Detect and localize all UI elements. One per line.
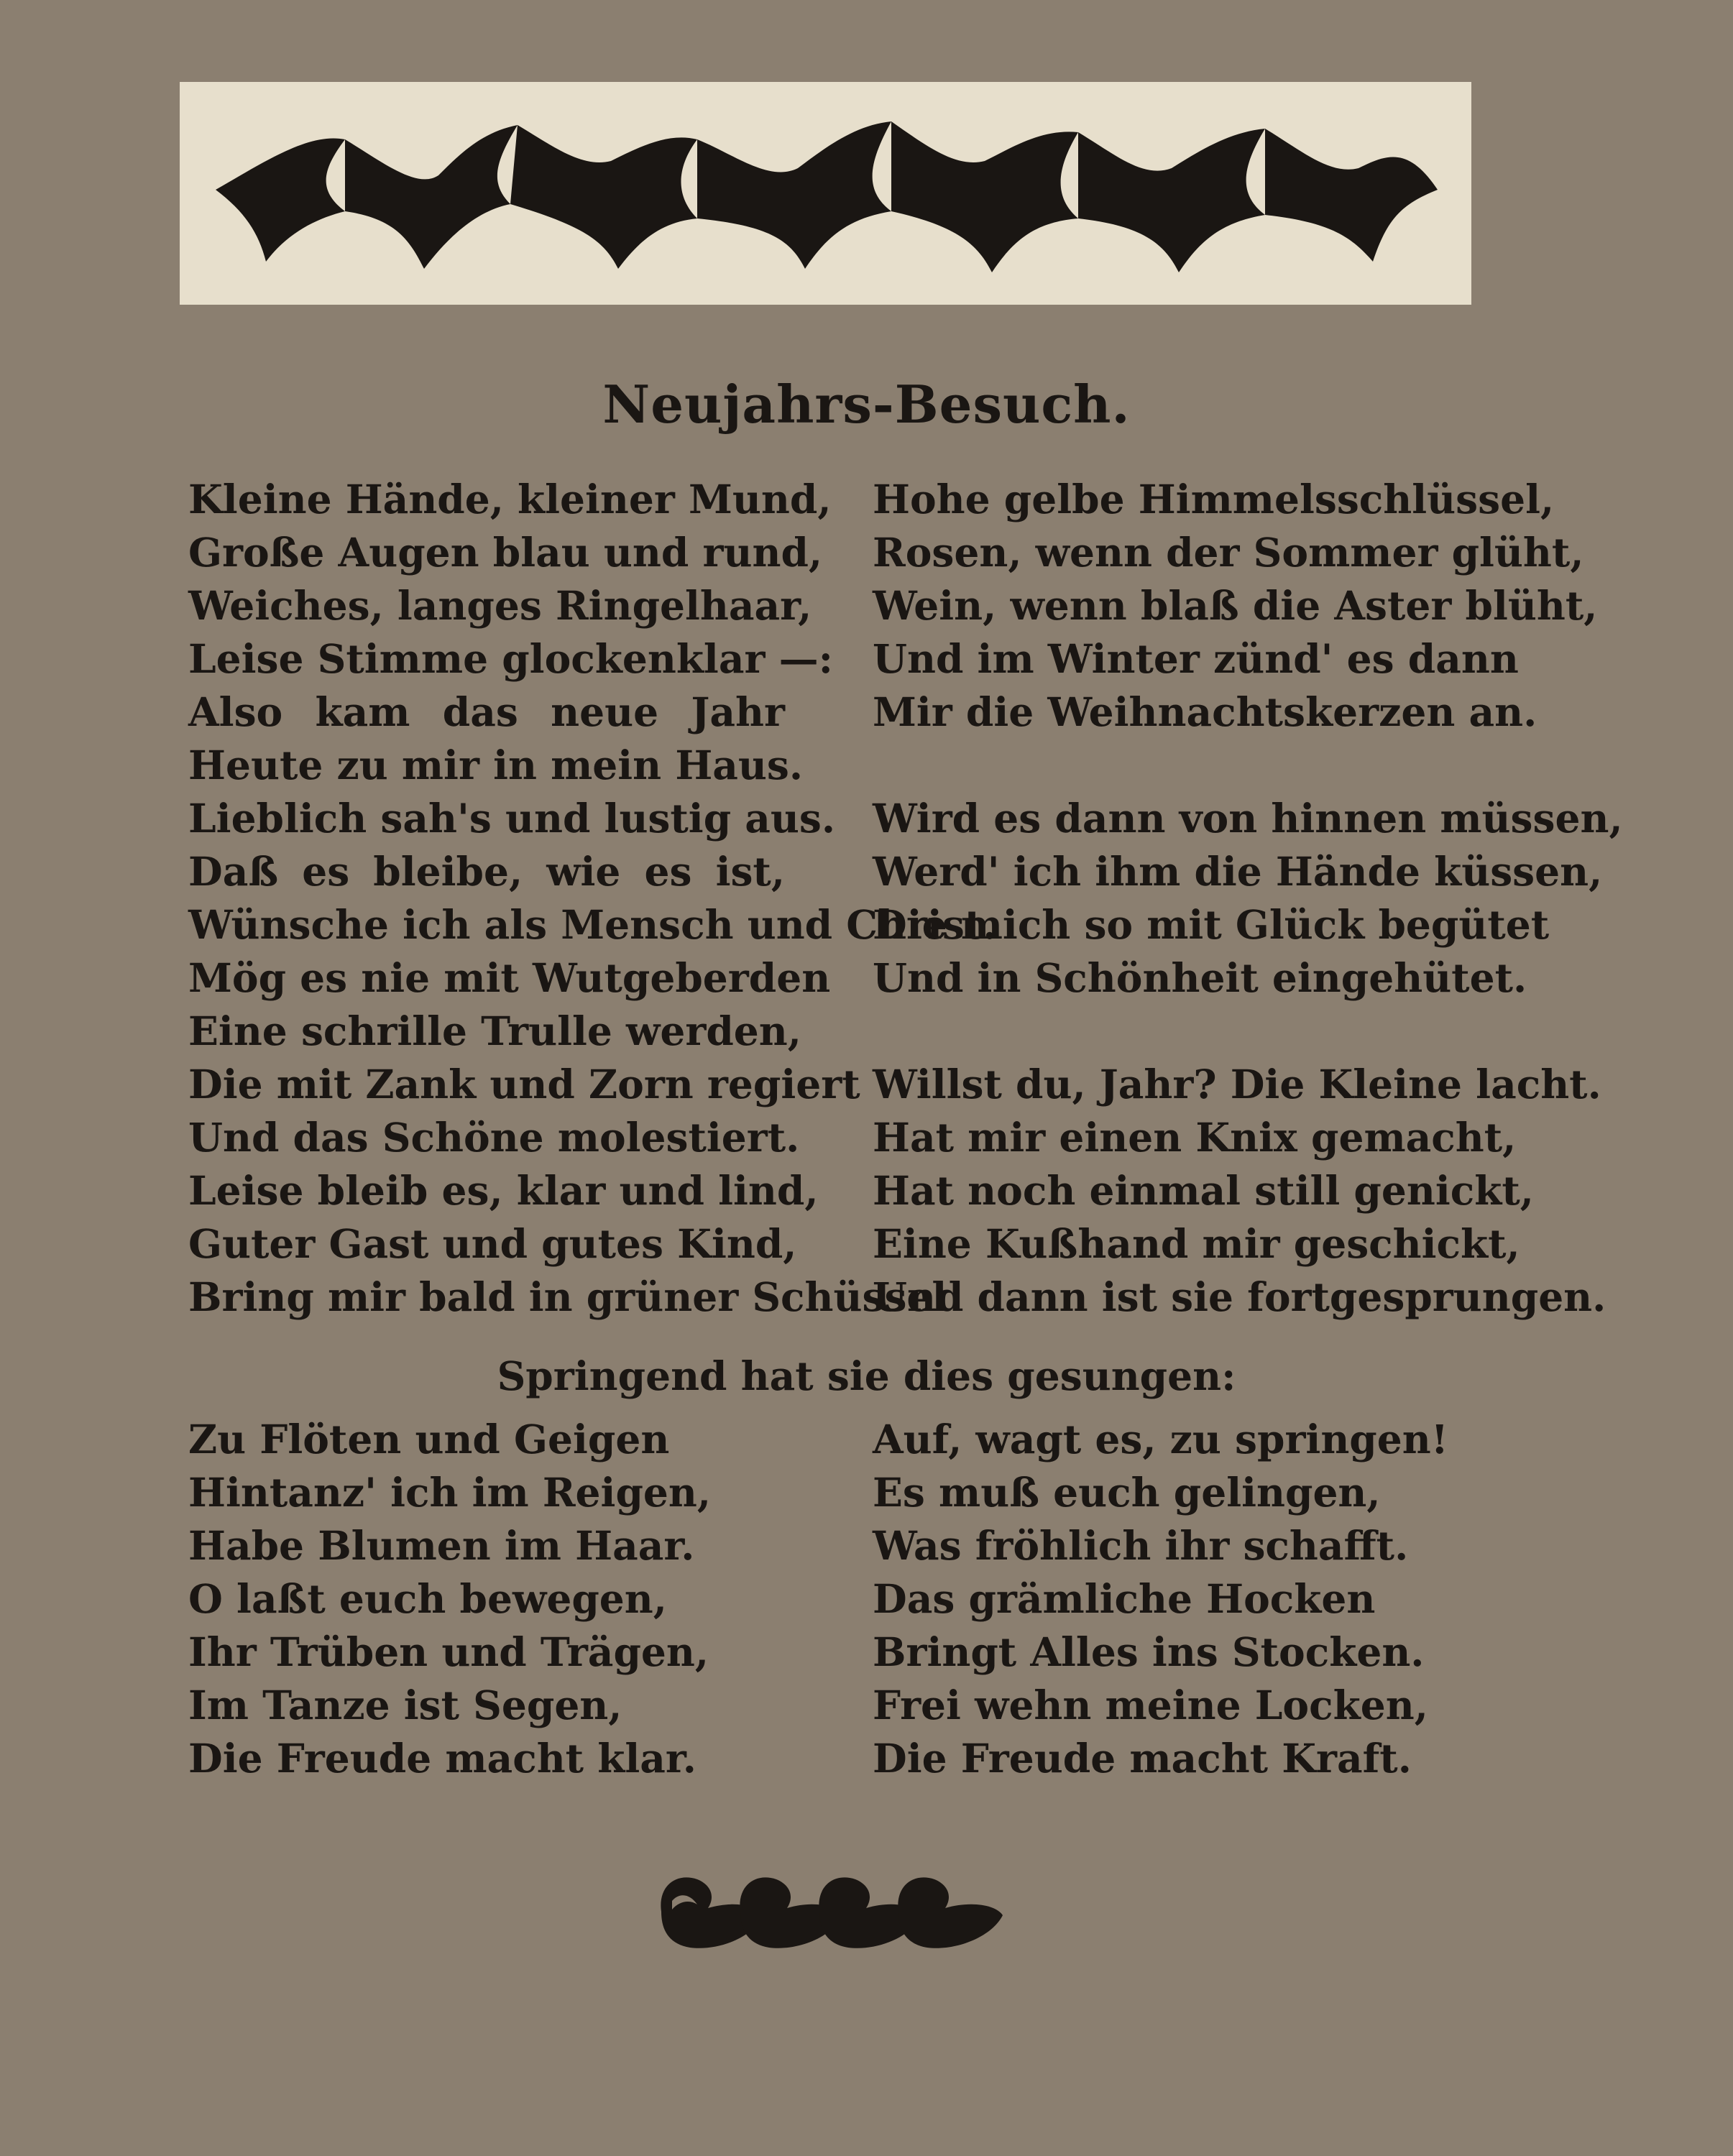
verse-line: Rosen, wenn der Sommer glüht, [873,529,1584,576]
verse-line: Und im Winter zünd' es dann [873,635,1519,682]
verse-line: Die mit Zank und Zorn regiert [188,1061,860,1107]
stanza-left [188,473,997,1324]
verse-line: Bring mir bald in grüner Schüssel [188,1273,947,1320]
verse-line: Weiches, langes Ringelhaar, [188,582,812,629]
flying-swallows-icon [180,82,1471,305]
verse-line: Daß es bleibe, wie es ist, [188,848,785,895]
verse-line: Willst du, Jahr? Die Kleine lacht. [873,1061,1601,1107]
verse-line: Lieblich sah's und lustig aus. [188,795,836,842]
verse-line: Und dann ist sie fortgesprungen. [873,1273,1606,1320]
song-line: Es muß euch gelingen, [873,1469,1381,1516]
stanza-gap [873,739,1466,792]
verse-line: Leise bleib es, klar und lind, [188,1167,819,1214]
song-line: Die Freude macht Kraft. [873,1735,1412,1782]
verse-line: Und das Schöne molestiert. [188,1114,800,1161]
verse-line: Eine Kußhand mir geschickt, [873,1220,1520,1267]
song-line: Zu Flöten und Geigen [188,1416,670,1462]
swans-vignette [647,1843,1006,1966]
song-left [188,1413,785,1785]
verse-line: Mög es nie mit Wutgeberden [188,954,831,1001]
song-line: Die Freude macht klar. [188,1735,697,1782]
song-line: Habe Blumen im Haar. [188,1522,695,1569]
song-line: Ihr Trüben und Trägen, [188,1628,709,1675]
verse-line: Also kam das neue Jahr [188,688,785,735]
swans-icon [647,1843,1006,1966]
song-line: Was fröhlich ihr schafft. [873,1522,1409,1569]
verse-line: Hat mir einen Knix gemacht, [873,1114,1517,1161]
verse-line: Wein, wenn blaß die Aster blüht, [873,582,1598,629]
verse-line: Werd' ich ihm die Hände küssen, [873,848,1603,895]
refrain-intro: Springend hat sie dies gesungen: [497,1353,1236,1399]
stanza-right [873,473,1623,1324]
verse-line: Die mich so mit Glück begütet [873,901,1550,948]
song-line: Hintanz' ich im Reigen, [188,1469,712,1516]
stanza-gap [873,1005,1466,1058]
verse-line: Guter Gast und gutes Kind, [188,1220,797,1267]
verse-line: Wird es dann von hinnen müssen, [873,795,1623,842]
verse-line: Kleine Hände, kleiner Mund, [188,476,832,522]
verse-line: Eine schrille Trulle werden, [188,1008,801,1054]
verse-line: Mir die Weihnachtskerzen an. [873,688,1537,735]
verse-line: Große Augen blau und rund, [188,529,823,576]
song-line: Im Tanze ist Segen, [188,1682,622,1728]
song-line: Frei wehn meine Locken, [873,1682,1428,1728]
verse-line: Wünsche ich als Mensch und Christ. [188,901,997,948]
verse-line: Heute zu mir in mein Haus. [188,742,804,788]
swallows-banner [180,82,1471,305]
song-line: O laßt euch bewegen, [188,1575,667,1622]
verse-line: Hohe gelbe Himmelsschlüssel, [873,476,1555,522]
poem-title: Neujahrs-Besuch. [602,374,1131,435]
song-line: Bringt Alles ins Stocken. [873,1628,1425,1675]
song-line: Das grämliche Hocken [873,1575,1376,1622]
song-right [873,1413,1469,1785]
verse-line: Und in Schönheit eingehütet. [873,954,1527,1001]
verse-line: Leise Stimme glockenklar —: [188,635,833,682]
verse-line: Hat noch einmal still genickt, [873,1167,1534,1214]
song-line: Auf, wagt es, zu springen! [873,1416,1448,1462]
